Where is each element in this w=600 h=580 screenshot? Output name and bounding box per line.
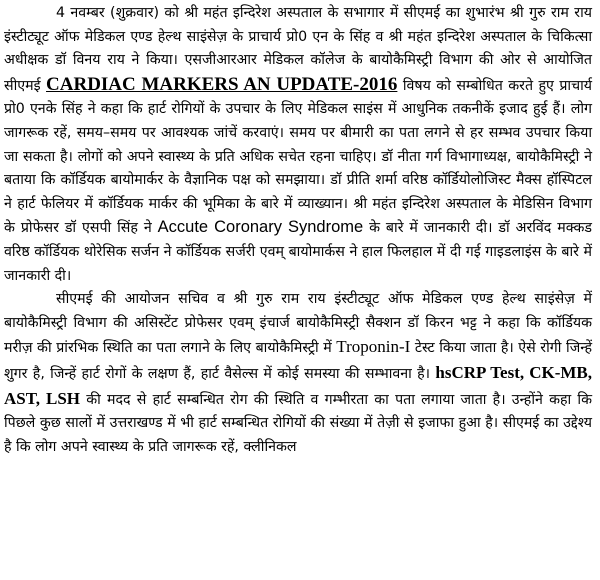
paragraph-2-text-c: की मदद से हार्ट सम्बन्धित रोग की स्थिति व गम्भीरता का पता लगाया जाता है। उन्होंने कहा कि पिछले कुछ सालों में उत्तराखण्ड में भी हार्ट सम्बन्धित रोगियों की संख्या में तेज़ी से इजाफा हुआ है। सीएमई का उद्देश्य है कि लोग अपने स्वास्थ्य के प्रति जागरूक रहें, क्लीनिकल [4,391,592,455]
acute-coronary-term: Accute Coronary Syndrome [157,218,364,237]
paragraph-1-text-c: के बारे में जानकारी दी। डॉ अरविंद मक्कड वरिष्ठ कॉर्डियक थोरेसिक सर्जन ने कॉर्डियक सर्जरी एवम् बायोमार्कस ने हाल फिलहाल में दी गई गाइडलाइंस के बारे में जानकारी दी। [4,220,592,284]
article-paragraph-1 [4,2,592,288]
troponin-term: Troponin-I [336,337,411,357]
paragraph-2-text-a: सीएमई की आयोजन सचिव व श्री गुरु राम राय इंस्टीट्यूट ऑफ मेडिकल एण्ड हेल्थ साइंसेज़ में बायोकैमिस्ट्री विभाग की असिस्टेंट प्रोफेसर एवम् इंचार्ज बायोकैमिस्ट्री सैक्शन डॉ किरन भट्ट ने कहा कि कॉर्डियक मरीज़ की प्रांरभिक स्थिति का पता लगाने के लिए बायोकैमिस्ट्री में [4,291,592,357]
article-paragraph-2 [4,288,592,459]
paragraph-2-text-b: टेस्ट किया जाता है। ऐसे रोगी जिन्हें शुगर है, जिन्हें हार्ट रोगों के लक्षण हैं, हार्ट वैसेल्स में कोई समस्या की सम्भावना है। [4,340,592,382]
paragraph-1-text-b: विषय को सम्बोधित करते हुए प्राचार्य प्रो0 एनके सिंह ने कहा कि हार्ट रोगियों के उपचार के लिए मेडिकल साइंस में आधुनिक तकनीकें इजाद हुई हैं। लोग जागरूक रहें, समय–समय पर आवश्यक जांचें करवाएं। समय पर बीमारी का पता लगने से हर सम्भव उपचार किया जा सकता है। लोगों को अपने स्वास्थ्य के प्रति अधिक सचेत रहना चाहिए। डॉ नीता गर्ग विभागाध्यक्ष, बायोकैमिस्ट्री ने बताया कि कॉर्डियक बायोमार्कर के वैज्ञानिक पक्ष को समझाया। डॉ प्रीति शर्मा वरिष्ठ कॉर्डियोलोजिस्ट मैक्स हॉस्पिटल ने हार्ट फेलियर में कॉर्डियक मार्कर की भूमिका के बारे में व्याख्यान। श्री महंत इन्दिरेश अस्पताल के मेडिसिन विभाग के प्रोफेसर डॉ एसपी सिंह ने [4,77,592,237]
test-list-term: hsCRP Test, CK-MB, AST, LSH [4,362,592,408]
cme-title: CARDIAC MARKERS AN UPDATE-2016 [46,73,398,95]
paragraph-1-text-a: 4 नवम्बर (शुक्रवार) को श्री महंत इन्दिरेश अस्पताल के सभागार में सीएमई का शुभारंभ श्री गुरु राम राय इंस्टीट्यूट ऑफ मेडिकल एण्ड हेल्थ साइंसेज़ के प्राचार्य प्रो0 एन के सिंह व श्री महंत इन्दिरेश अस्पताल के चिकित्सा अधीक्षक डॉ विनय राय ने किया। एसजीआरआर मेडिकल कॉलेज के बायोकैमिस्ट्री विभाग की ओर से आयोजित सीएमई [4,5,592,94]
